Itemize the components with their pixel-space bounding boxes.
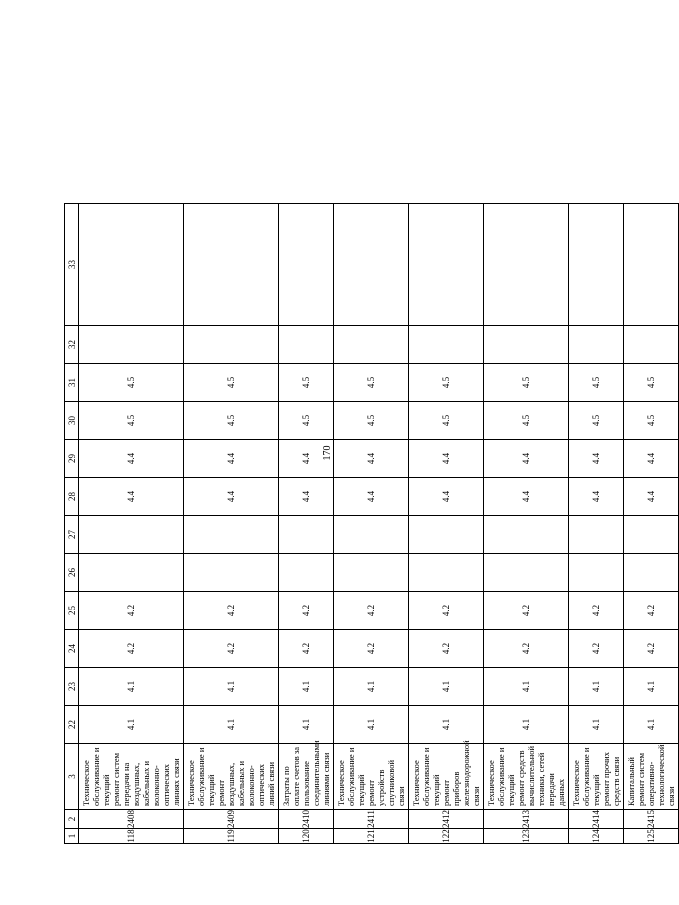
row-number: 119 — [184, 829, 279, 844]
cell-22: 4.1 — [409, 706, 484, 744]
cell-29: 4.4 — [334, 440, 409, 478]
cell-31: 4.5 — [184, 364, 279, 402]
row-code: 2413 — [484, 810, 569, 829]
cell-22: 4.1 — [334, 706, 409, 744]
cell-32 — [334, 326, 409, 364]
column-header: 30 — [65, 402, 79, 440]
column-header: 3 — [65, 744, 79, 810]
column-header: 24 — [65, 630, 79, 668]
cell-26 — [79, 554, 184, 592]
cell-28: 4.4 — [334, 478, 409, 516]
cell-32 — [184, 326, 279, 364]
cell-24: 4.2 — [484, 630, 569, 668]
cell-26 — [334, 554, 409, 592]
cell-24: 4.2 — [279, 630, 334, 668]
cell-24: 4.2 — [624, 630, 679, 668]
cell-23: 4.1 — [409, 668, 484, 706]
table-row — [334, 204, 409, 844]
cell-25: 4.2 — [279, 592, 334, 630]
row-description: Техническое обслуживание и текущий ремонт воздушных, кабельных и волоконно-оптических линий связи — [184, 744, 279, 810]
column-header: 27 — [65, 516, 79, 554]
column-header: 28 — [65, 478, 79, 516]
column-header: 32 — [65, 326, 79, 364]
cell-32 — [624, 326, 679, 364]
row-number: 125 — [624, 829, 679, 844]
cell-27 — [624, 516, 679, 554]
cell-23: 4.1 — [279, 668, 334, 706]
cell-29: 4.4 — [279, 440, 334, 478]
row-description: Техническое обслуживание и текущий ремонт приборов железнодорожной связи — [409, 744, 484, 810]
column-header: 31 — [65, 364, 79, 402]
cell-32 — [79, 326, 184, 364]
row-code: 2410 — [279, 810, 334, 829]
cell-26 — [569, 554, 624, 592]
table-body — [79, 204, 679, 844]
cell-28: 4.4 — [279, 478, 334, 516]
cell-26 — [279, 554, 334, 592]
cell-23: 4.1 — [79, 668, 184, 706]
cell-26 — [624, 554, 679, 592]
cell-26 — [184, 554, 279, 592]
cell-33 — [409, 204, 484, 326]
cell-33 — [569, 204, 624, 326]
cell-23: 4.1 — [569, 668, 624, 706]
column-header: 25 — [65, 592, 79, 630]
cell-24: 4.2 — [334, 630, 409, 668]
cell-27 — [79, 516, 184, 554]
cell-31: 4.5 — [409, 364, 484, 402]
cell-25: 4.2 — [184, 592, 279, 630]
column-header: 2 — [65, 810, 79, 829]
cell-24: 4.2 — [569, 630, 624, 668]
table-row — [184, 204, 279, 844]
cell-30: 4.5 — [409, 402, 484, 440]
cell-26 — [409, 554, 484, 592]
column-header: 22 — [65, 706, 79, 744]
row-code: 2409 — [184, 810, 279, 829]
cell-32 — [279, 326, 334, 364]
cell-25: 4.2 — [484, 592, 569, 630]
cell-30: 4.5 — [279, 402, 334, 440]
page-number: 170 — [322, 445, 333, 461]
cell-27 — [184, 516, 279, 554]
cell-31: 4.5 — [484, 364, 569, 402]
column-header: 23 — [65, 668, 79, 706]
table-row — [79, 204, 184, 844]
cell-23: 4.1 — [184, 668, 279, 706]
cell-25: 4.2 — [334, 592, 409, 630]
cell-31: 4.5 — [279, 364, 334, 402]
row-code: 2408 — [79, 810, 184, 829]
cell-28: 4.4 — [484, 478, 569, 516]
cell-23: 4.1 — [624, 668, 679, 706]
row-number: 124 — [569, 829, 624, 844]
cell-27 — [409, 516, 484, 554]
table-row — [569, 204, 624, 844]
cell-30: 4.5 — [334, 402, 409, 440]
cell-22: 4.1 — [79, 706, 184, 744]
row-number: 122 — [409, 829, 484, 844]
row-number: 123 — [484, 829, 569, 844]
column-header: 29 — [65, 440, 79, 478]
row-description: Затраты по оплате счетов за пользование соединительными линиями связи — [279, 744, 334, 810]
cell-28: 4.4 — [184, 478, 279, 516]
row-description: Техническое обслуживание и текущий ремонт средств вычислительной техники, сетей передачи данных — [484, 744, 569, 810]
cell-28: 4.4 — [79, 478, 184, 516]
cell-33 — [334, 204, 409, 326]
cell-29: 4.4 — [484, 440, 569, 478]
cell-30: 4.5 — [624, 402, 679, 440]
cell-33 — [624, 204, 679, 326]
cost-table — [64, 203, 679, 844]
table-row — [279, 204, 334, 844]
cell-32 — [484, 326, 569, 364]
cell-29: 4.4 — [569, 440, 624, 478]
cell-23: 4.1 — [334, 668, 409, 706]
row-code: 2411 — [334, 810, 409, 829]
cell-22: 4.1 — [569, 706, 624, 744]
cell-30: 4.5 — [569, 402, 624, 440]
cell-22: 4.1 — [624, 706, 679, 744]
row-code: 2414 — [569, 810, 624, 829]
cell-32 — [569, 326, 624, 364]
cell-29: 4.4 — [184, 440, 279, 478]
cell-25: 4.2 — [569, 592, 624, 630]
row-number: 121 — [334, 829, 409, 844]
cell-29: 4.4 — [79, 440, 184, 478]
column-header: 33 — [65, 204, 79, 326]
row-description: Техническое обслуживание и текущий ремонт устройств спутниковой связи — [334, 744, 409, 810]
cell-28: 4.4 — [569, 478, 624, 516]
cell-25: 4.2 — [79, 592, 184, 630]
cell-27 — [569, 516, 624, 554]
column-header: 1 — [65, 829, 79, 844]
cell-28: 4.4 — [624, 478, 679, 516]
cell-24: 4.2 — [184, 630, 279, 668]
row-description: Техническое обслуживание и текущий ремонт систем передачи на воздушных, кабельных и волоконно-оптических линиях связи — [79, 744, 184, 810]
table-row — [409, 204, 484, 844]
table-row — [484, 204, 569, 844]
cell-24: 4.2 — [79, 630, 184, 668]
row-number: 120 — [279, 829, 334, 844]
cell-27 — [484, 516, 569, 554]
cell-31: 4.5 — [334, 364, 409, 402]
table-frame — [64, 244, 676, 844]
cell-25: 4.2 — [409, 592, 484, 630]
cell-30: 4.5 — [79, 402, 184, 440]
cell-28: 4.4 — [409, 478, 484, 516]
row-description: Техническое обслуживание и текущий ремонт прочих средств связи — [569, 744, 624, 810]
cell-22: 4.1 — [184, 706, 279, 744]
row-description: Капитальный ремонт систем оперативно-технологической связи — [624, 744, 679, 810]
cell-27 — [279, 516, 334, 554]
cell-33 — [279, 204, 334, 326]
cell-33 — [484, 204, 569, 326]
cell-31: 4.5 — [624, 364, 679, 402]
cell-26 — [484, 554, 569, 592]
cell-22: 4.1 — [484, 706, 569, 744]
cell-23: 4.1 — [484, 668, 569, 706]
cell-31: 4.5 — [569, 364, 624, 402]
row-code: 2415 — [624, 810, 679, 829]
cell-32 — [409, 326, 484, 364]
cell-25: 4.2 — [624, 592, 679, 630]
cell-24: 4.2 — [409, 630, 484, 668]
cell-33 — [184, 204, 279, 326]
header-row — [65, 204, 79, 844]
cell-29: 4.4 — [409, 440, 484, 478]
row-code: 2412 — [409, 810, 484, 829]
cell-30: 4.5 — [484, 402, 569, 440]
cell-31: 4.5 — [79, 364, 184, 402]
column-header: 26 — [65, 554, 79, 592]
rotated-table-wrapper — [64, 244, 676, 844]
cell-22: 4.1 — [279, 706, 334, 744]
cell-33 — [79, 204, 184, 326]
row-number: 118 — [79, 829, 184, 844]
cell-29: 4.4 — [624, 440, 679, 478]
cell-27 — [334, 516, 409, 554]
cell-30: 4.5 — [184, 402, 279, 440]
table-row — [624, 204, 679, 844]
